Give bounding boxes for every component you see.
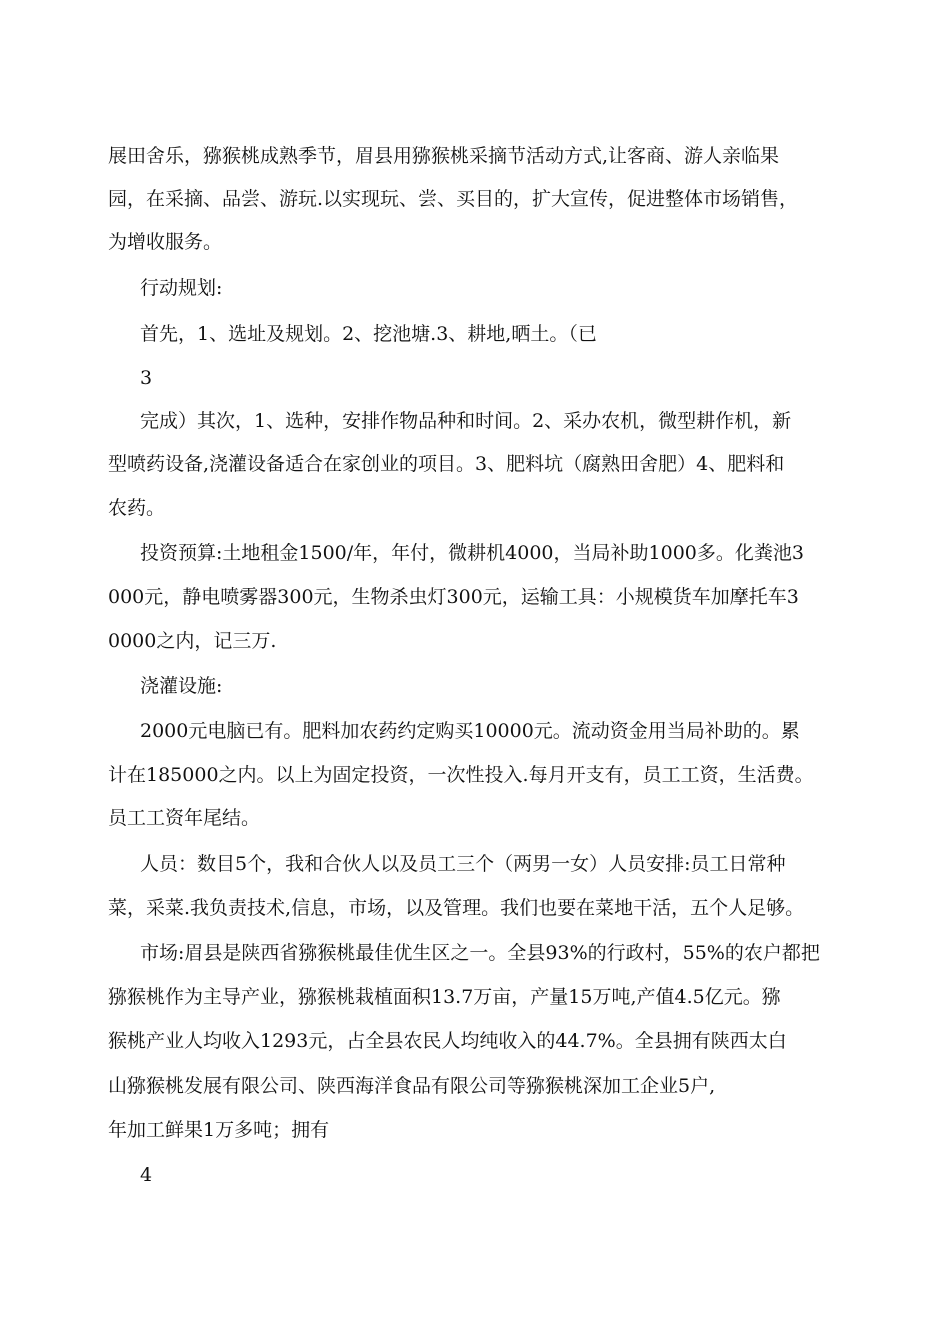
text-line: 人员：数目5个，我和合伙人以及员工三个（两男一女）人员安排:员工日常种 xyxy=(140,853,786,875)
text-line: 2000元电脑已有。肥料加农药约定购买10000元。流动资金用当局补助的。累 xyxy=(140,720,800,742)
text-line: 0000之内，记三万. xyxy=(108,630,277,652)
text-line: 为增收服务。 xyxy=(108,231,223,253)
text-line: 展田舍乐，猕猴桃成熟季节，眉县用猕猴桃采摘节活动方式,让客商、游人亲临果 xyxy=(108,145,780,167)
text-line: 投资预算:土地租金1500/年，年付，微耕机4000，当局补助1000多。化粪池3 xyxy=(140,542,804,564)
text-line: 市场:眉县是陕西省猕猴桃最佳优生区之一。全县93%的行政村，55%的农户都把 xyxy=(140,942,820,964)
text-line: 员工工资年尾结。 xyxy=(108,807,261,829)
section-heading: 行动规划: xyxy=(140,277,223,299)
text-line: 农药。 xyxy=(108,497,166,519)
text-line: 山猕猴桃发展有限公司、陕西海洋食品有限公司等猕猴桃深加工企业5户, xyxy=(108,1075,716,1097)
section-heading: 浇灌设施: xyxy=(140,675,223,697)
text-line: 园，在采摘、品尝、游玩.以实现玩、尝、买目的，扩大宣传，促进整体市场销售， xyxy=(108,188,799,210)
text-line: 型喷药设备,浇灌设备适合在家创业的项目。3、肥料坑（腐熟田舍肥）4、肥料和 xyxy=(108,453,785,475)
page-number: 4 xyxy=(140,1164,153,1186)
text-line: 菜，采菜.我负责技术,信息，市场，以及管理。我们也要在菜地干活，五个人足够。 xyxy=(108,897,805,919)
text-line: 完成）其次，1、选种，安排作物品种和时间。2、采办农机，微型耕作机，新 xyxy=(140,410,792,432)
text-line: 猴桃产业人均收入1293元，占全县农民人均纯收入的44.7%。全县拥有陕西太白 xyxy=(108,1030,787,1052)
text-line: 000元，静电喷雾器300元，生物杀虫灯300元，运输工具：小规模货车加摩托车3 xyxy=(108,586,799,608)
page-number: 3 xyxy=(140,367,153,389)
text-line: 年加工鲜果1万多吨；拥有 xyxy=(108,1119,330,1141)
text-line: 计在185000之内。以上为固定投资，一次性投入.每月开支有，员工工资，生活费。 xyxy=(108,764,814,786)
text-line: 猕猴桃作为主导产业，猕猴桃栽植面积13.7万亩，产量15万吨,产值4.5亿元。猕 xyxy=(108,986,781,1008)
text-line: 首先，1、选址及规划。2、挖池塘.3、耕地,晒土。（已 xyxy=(140,323,597,345)
